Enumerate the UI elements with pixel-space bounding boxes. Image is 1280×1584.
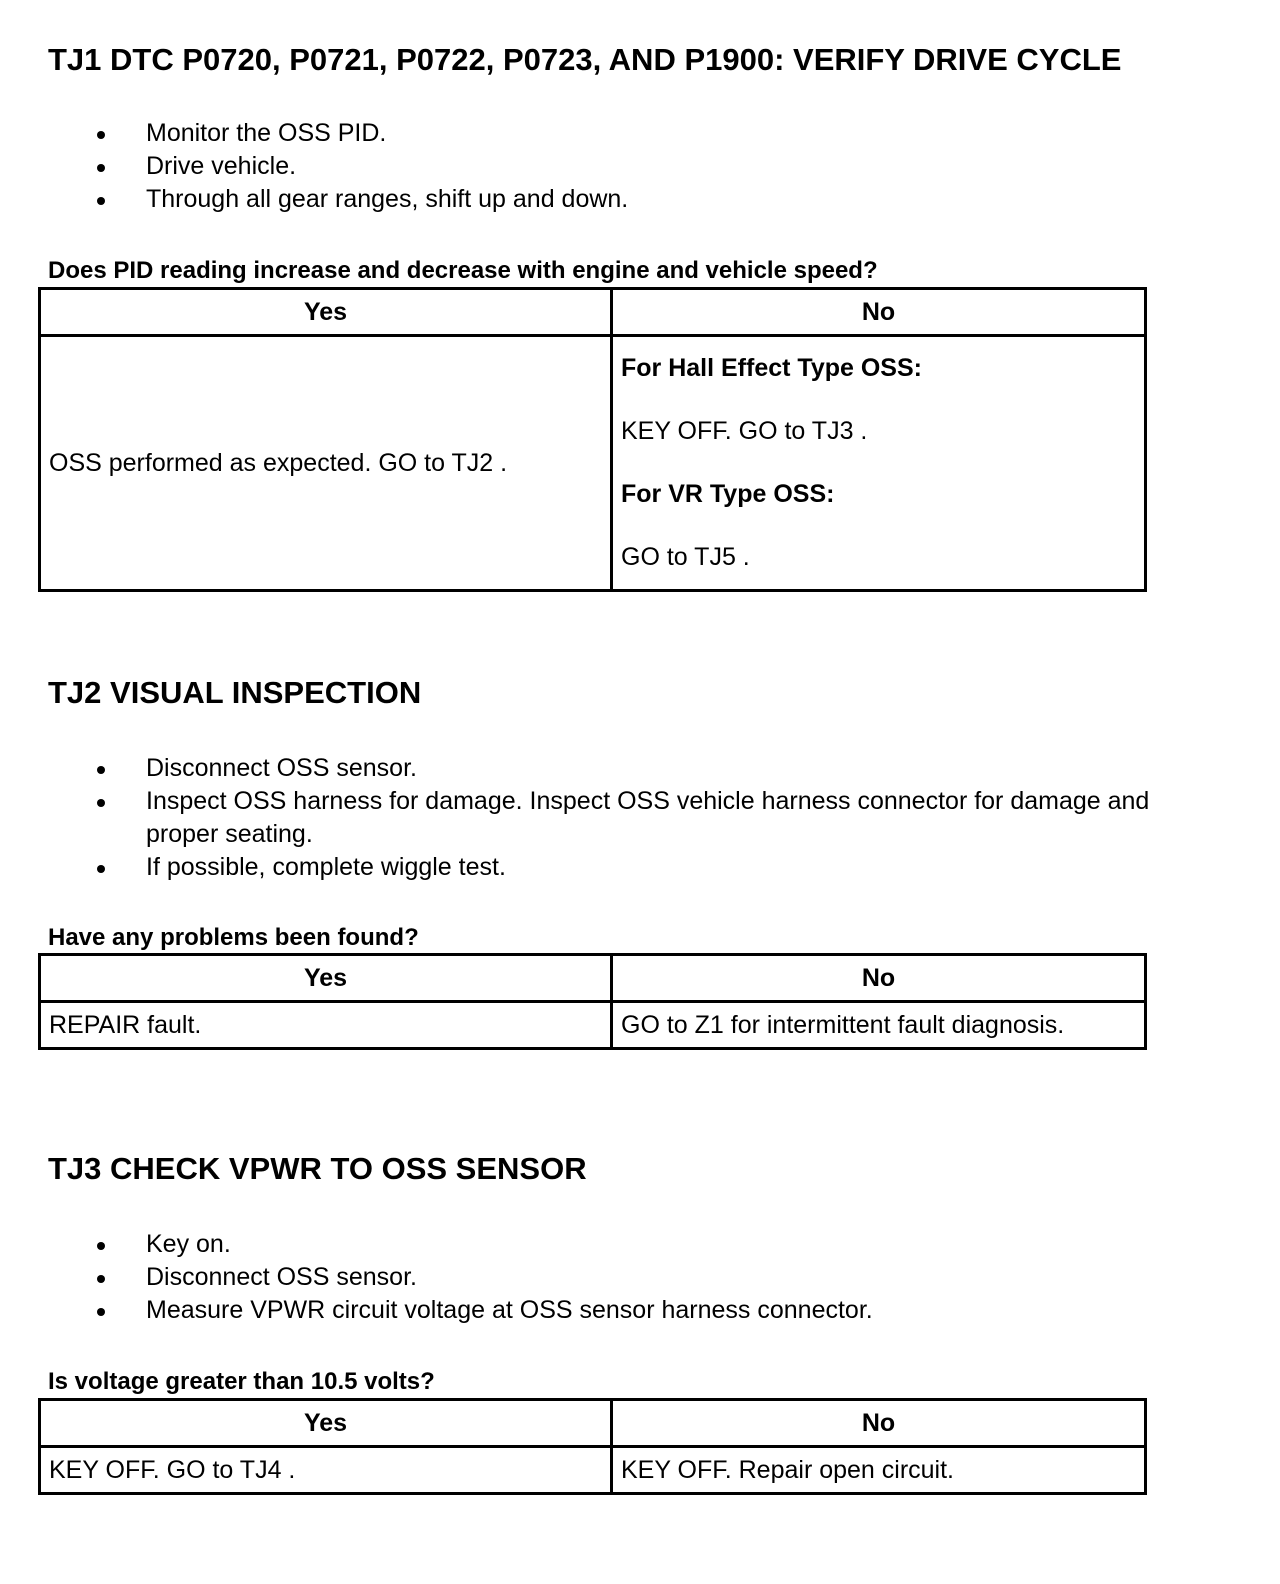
step-item: Key on. (48, 1228, 1218, 1261)
yes-header: Yes (40, 1400, 612, 1447)
no-line-vr-heading: For VR Type OSS: (621, 480, 835, 508)
section-title-tj1: TJ1 DTC P0720, P0721, P0722, P0723, AND P1900: VERIFY DRIVE CYCLE (48, 42, 1122, 77)
decision-table-tj3 (38, 1398, 1147, 1495)
step-list-tj2 (48, 752, 1218, 884)
step-item: Inspect OSS harness for damage. Inspect OSS vehicle harness connector for damage and proper seating. (48, 785, 1218, 851)
step-item: Monitor the OSS PID. (48, 117, 1218, 150)
step-item: Disconnect OSS sensor. (48, 752, 1218, 785)
no-header: No (612, 1400, 1146, 1447)
table-header-row (40, 955, 1146, 1002)
section-title-tj2: TJ2 VISUAL INSPECTION (48, 675, 422, 710)
question-tj1: Does PID reading increase and decrease with engine and vehicle speed? (48, 257, 878, 284)
yes-cell: REPAIR fault. (40, 1002, 612, 1049)
no-cell (612, 336, 1146, 591)
question-tj3: Is voltage greater than 10.5 volts? (48, 1368, 435, 1395)
no-cell: GO to Z1 for intermittent fault diagnosis. (612, 1002, 1146, 1049)
yes-header: Yes (40, 289, 612, 336)
no-cell-content (621, 337, 1136, 589)
yes-cell: KEY OFF. GO to TJ4 . (40, 1447, 612, 1494)
table-row (40, 1447, 1146, 1494)
section-title-tj3: TJ3 CHECK VPWR TO OSS SENSOR (48, 1151, 587, 1186)
table-header-row (40, 1400, 1146, 1447)
no-line-hall-effect-action: KEY OFF. GO to TJ3 . (621, 417, 868, 445)
step-item: Drive vehicle. (48, 150, 1218, 183)
no-header: No (612, 955, 1146, 1002)
step-item: If possible, complete wiggle test. (48, 851, 1218, 884)
yes-cell: OSS performed as expected. GO to TJ2 . (40, 336, 612, 591)
step-item: Through all gear ranges, shift up and down. (48, 183, 1218, 216)
question-tj2: Have any problems been found? (48, 924, 419, 951)
yes-header: Yes (40, 955, 612, 1002)
step-item: Disconnect OSS sensor. (48, 1261, 1218, 1294)
no-header: No (612, 289, 1146, 336)
decision-table-tj2 (38, 953, 1147, 1050)
table-row (40, 336, 1146, 591)
no-line-vr-action: GO to TJ5 . (621, 543, 750, 571)
table-header-row (40, 289, 1146, 336)
no-line-hall-effect-heading: For Hall Effect Type OSS: (621, 354, 922, 382)
step-list-tj3 (48, 1228, 1218, 1327)
step-item: Measure VPWR circuit voltage at OSS sensor harness connector. (48, 1294, 1218, 1327)
step-list-tj1 (48, 117, 1218, 216)
decision-table-tj1 (38, 287, 1147, 592)
table-row (40, 1002, 1146, 1049)
no-cell: KEY OFF. Repair open circuit. (612, 1447, 1146, 1494)
